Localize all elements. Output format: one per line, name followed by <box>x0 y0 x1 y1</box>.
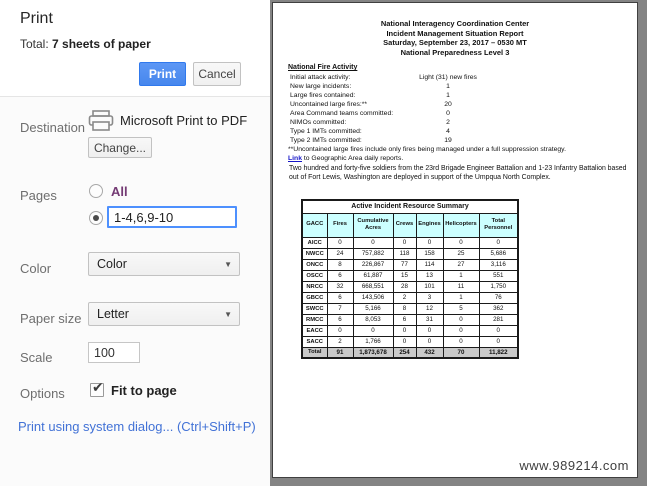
gacc-cell: RMCC <box>302 314 327 325</box>
table-column-header: Cumulative Acres <box>353 213 393 237</box>
table-row <box>302 292 518 303</box>
value-cell: 1,873,678 <box>353 347 393 358</box>
value-cell: 362 <box>479 303 518 314</box>
system-dialog-link[interactable]: Print using system dialog... (Ctrl+Shift+P) <box>18 419 256 434</box>
print-dialog-header <box>0 0 270 97</box>
value-cell: 32 <box>327 281 353 292</box>
value-cell: 70 <box>443 347 479 358</box>
table-row <box>302 270 518 281</box>
document-header <box>273 19 637 57</box>
value-cell: 254 <box>393 347 416 358</box>
fire-activity-label: Uncontained large fires:** <box>290 101 368 108</box>
value-cell: 0 <box>443 336 479 347</box>
resource-summary-table <box>301 199 519 359</box>
value-cell: 24 <box>327 248 353 259</box>
table-row <box>302 248 518 259</box>
value-cell: 0 <box>443 237 479 248</box>
value-cell: 281 <box>479 314 518 325</box>
value-cell: 6 <box>327 270 353 281</box>
value-cell: 61,887 <box>353 270 393 281</box>
fire-activity-row <box>290 119 620 128</box>
value-cell: 8,053 <box>353 314 393 325</box>
color-select[interactable] <box>88 252 240 276</box>
header-line: National Preparedness Level 3 <box>400 47 510 57</box>
paper-size-label: Paper size <box>20 311 82 326</box>
fire-activity-link-line <box>288 155 403 162</box>
table-column-header: Crews <box>393 213 416 237</box>
geographic-reports-link[interactable]: Link <box>288 155 302 162</box>
paper-size-select-value: Letter <box>97 307 129 321</box>
sheets-summary <box>20 37 151 51</box>
table-column-header: Total Personnel <box>479 213 518 237</box>
destination-label: Destination <box>20 120 86 135</box>
value-cell: 77 <box>393 259 416 270</box>
scale-input[interactable] <box>88 342 140 363</box>
table-column-header: Engines <box>416 213 443 237</box>
total-value: 7 sheets of paper <box>52 37 151 51</box>
table-row <box>302 237 518 248</box>
pages-range-radio[interactable] <box>89 211 103 225</box>
value-cell: 0 <box>327 237 353 248</box>
chevron-down-icon: ▼ <box>224 310 232 319</box>
value-cell: 6 <box>327 292 353 303</box>
fire-activity-row <box>290 128 620 137</box>
value-cell: 1,750 <box>479 281 518 292</box>
table-column-header: Helicopters <box>443 213 479 237</box>
value-cell: 0 <box>393 237 416 248</box>
destination-printer-name: Microsoft Print to PDF <box>120 113 248 128</box>
fire-activity-row <box>290 83 620 92</box>
gacc-cell: EACC <box>302 325 327 336</box>
color-select-value: Color <box>97 257 127 271</box>
value-cell: 6 <box>327 314 353 325</box>
fire-activity-value: 20 <box>444 101 452 108</box>
value-cell: 11,822 <box>479 347 518 358</box>
table-row <box>302 259 518 270</box>
paper-size-select[interactable] <box>88 302 240 326</box>
value-cell: 143,506 <box>353 292 393 303</box>
change-destination-button[interactable]: Change... <box>88 137 152 158</box>
header-line: Incident Management Situation Report <box>386 28 524 38</box>
print-button[interactable]: Print <box>139 62 186 86</box>
value-cell: 158 <box>416 248 443 259</box>
value-cell: 28 <box>393 281 416 292</box>
fire-activity-footnote: **Uncontained large fires include only fires being managed under a full suppression strategy. <box>288 146 566 153</box>
value-cell: 76 <box>479 292 518 303</box>
fire-activity-label: Type 2 IMTs committed: <box>290 137 362 144</box>
table-row <box>302 336 518 347</box>
value-cell: 5 <box>443 303 479 314</box>
value-cell: 1,766 <box>353 336 393 347</box>
gacc-cell: GBCC <box>302 292 327 303</box>
value-cell: 757,882 <box>353 248 393 259</box>
value-cell: 114 <box>416 259 443 270</box>
fire-activity-label: Large fires contained: <box>290 92 356 99</box>
gacc-cell: NRCC <box>302 281 327 292</box>
table-row <box>302 303 518 314</box>
value-cell: 1 <box>443 292 479 303</box>
color-label: Color <box>20 261 52 276</box>
options-label: Options <box>20 386 65 401</box>
scale-label: Scale <box>20 350 53 365</box>
value-cell: 7 <box>327 303 353 314</box>
gacc-cell: SACC <box>302 336 327 347</box>
fire-activity-value: 19 <box>444 137 452 144</box>
value-cell: 432 <box>416 347 443 358</box>
dialog-title: Print <box>20 10 53 27</box>
fire-activity-value: 4 <box>446 128 450 135</box>
value-cell: 0 <box>479 325 518 336</box>
gacc-cell: ONCC <box>302 259 327 270</box>
value-cell: 8 <box>327 259 353 270</box>
fire-activity-heading: National Fire Activity <box>288 64 358 71</box>
value-cell: 13 <box>416 270 443 281</box>
fit-to-page-label[interactable]: Fit to page <box>111 383 177 398</box>
fire-activity-row <box>290 137 620 146</box>
value-cell: 11 <box>443 281 479 292</box>
gacc-cell: OSCC <box>302 270 327 281</box>
value-cell: 6 <box>393 314 416 325</box>
value-cell: 0 <box>416 336 443 347</box>
value-cell: 91 <box>327 347 353 358</box>
fire-activity-row <box>290 110 620 119</box>
value-cell: 5,166 <box>353 303 393 314</box>
cancel-button[interactable]: Cancel <box>193 62 241 86</box>
fire-activity-value: 2 <box>446 119 450 126</box>
table-row <box>302 325 518 336</box>
value-cell: 118 <box>393 248 416 259</box>
pages-all-label[interactable]: All <box>111 184 128 199</box>
header-line: National Interagency Coordination Center <box>380 19 530 28</box>
preview-page <box>272 2 638 478</box>
value-cell: 0 <box>479 336 518 347</box>
document-paragraph: Two hundred and forty-five soldiers from the 23rd Brigade Engineer Battalion and 1-23 Infantry Battalion based out of Fort Lewis, Washington are deployed in support of the Umpqua North Complex. <box>289 165 627 181</box>
value-cell: 0 <box>393 325 416 336</box>
value-cell: 0 <box>443 314 479 325</box>
fire-activity-label: Initial attack activity: <box>290 74 351 81</box>
table-title: Active Incident Resource Summary <box>302 200 518 213</box>
table-total-row <box>302 347 518 358</box>
pages-all-radio[interactable] <box>89 184 103 198</box>
fire-activity-row <box>290 92 620 101</box>
value-cell: 0 <box>353 325 393 336</box>
print-preview-area <box>270 0 647 486</box>
value-cell: 0 <box>416 237 443 248</box>
gacc-cell: NWCC <box>302 248 327 259</box>
header-line: Saturday, September 23, 2017 – 0530 MT <box>383 38 527 47</box>
fire-activity-label: Area Command teams committed: <box>290 110 394 117</box>
value-cell: 226,867 <box>353 259 393 270</box>
value-cell: 3,116 <box>479 259 518 270</box>
value-cell: 5,686 <box>479 248 518 259</box>
value-cell: 0 <box>479 237 518 248</box>
value-cell: 12 <box>416 303 443 314</box>
table-column-header: Fires <box>327 213 353 237</box>
fire-activity-row <box>290 101 620 110</box>
print-settings-panel <box>0 0 270 486</box>
value-cell: 0 <box>327 325 353 336</box>
value-cell: 15 <box>393 270 416 281</box>
table-row <box>302 281 518 292</box>
gacc-cell: AICC <box>302 237 327 248</box>
fire-activity-value: 1 <box>446 92 450 99</box>
value-cell: 0 <box>416 325 443 336</box>
chevron-down-icon: ▼ <box>224 260 232 269</box>
fire-activity-value: 0 <box>446 110 450 117</box>
fire-activity-row <box>290 74 620 83</box>
value-cell: 31 <box>416 314 443 325</box>
fit-to-page-checkbox[interactable] <box>90 379 104 397</box>
table-column-header: GACC <box>302 213 327 237</box>
fire-activity-label: Type 1 IMTs committed: <box>290 128 362 135</box>
total-label: Total: <box>20 37 49 51</box>
value-cell: 27 <box>443 259 479 270</box>
fire-activity-list <box>290 74 620 146</box>
watermark: www.989214.com <box>519 458 629 473</box>
value-cell: 668,551 <box>353 281 393 292</box>
value-cell: 0 <box>353 237 393 248</box>
value-cell: 101 <box>416 281 443 292</box>
pages-label: Pages <box>20 188 57 203</box>
value-cell: 2 <box>393 292 416 303</box>
value-cell: 2 <box>327 336 353 347</box>
value-cell: 25 <box>443 248 479 259</box>
value-cell: 0 <box>393 336 416 347</box>
printer-icon <box>88 109 114 138</box>
value-cell: 3 <box>416 292 443 303</box>
link-rest-text: to Geographic Area daily reports. <box>301 155 404 162</box>
value-cell: 551 <box>479 270 518 281</box>
value-cell: 1 <box>443 270 479 281</box>
pages-range-input[interactable] <box>107 206 237 228</box>
fire-activity-value: 1 <box>446 83 450 90</box>
check-icon: ✔ <box>92 379 104 395</box>
gacc-cell: Total <box>302 347 327 358</box>
table-row <box>302 314 518 325</box>
value-cell: 0 <box>443 325 479 336</box>
fire-activity-label: NIMOs committed: <box>290 119 347 126</box>
fire-activity-value: Light (31) new fires <box>419 74 477 81</box>
value-cell: 8 <box>393 303 416 314</box>
fire-activity-label: New large incidents: <box>290 83 352 90</box>
gacc-cell: SWCC <box>302 303 327 314</box>
